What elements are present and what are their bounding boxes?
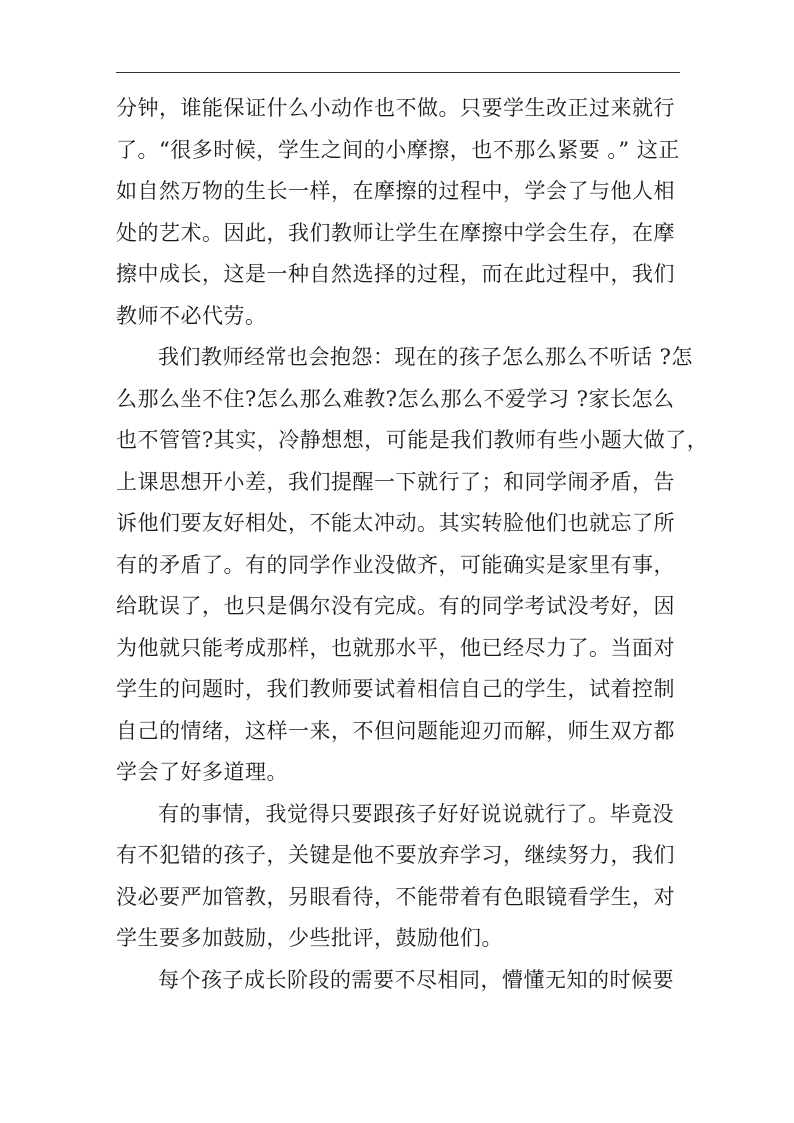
paragraph-first-line: 每个孩子成长阶段的需要不尽相同，懵懂无知的时候要 [158, 967, 674, 992]
text-line: 如自然万物的生长一样，在摩擦的过程中，学会了与他人相 [116, 179, 675, 203]
text-line: 学会了好多道理。 [116, 760, 288, 784]
text-line: 有不犯错的孩子，关键是他不要放弃学习，继续努力，我们 [116, 843, 675, 867]
text-line: 学生的问题时，我们教师要试着相信自己的学生，试着控制 [116, 677, 675, 701]
text-line: 有的矛盾了。有的同学作业没做齐，可能确实是家里有事， [116, 552, 675, 577]
text-line: 分钟，谁能保证什么小动作也不做。只要学生改正过来就行 [116, 96, 675, 120]
text-line: 教师不必代劳。 [116, 303, 267, 328]
text-line: 自己的情绪，这样一来，不但问题能迎刃而解，师生双方都 [116, 718, 675, 743]
document-body [116, 88, 709, 1001]
text-line: 了。“很多时候，学生之间的小摩擦，也不那么紧要 。” 这正 [116, 137, 680, 162]
text-line: 诉他们要友好相处，不能太冲动。其实转脸他们也就忘了所 [116, 511, 675, 535]
text-line: 处的艺术。因此，我们教师让学生在摩擦中学会生存，在摩 [116, 220, 675, 245]
header-rule [116, 72, 680, 73]
text-line: 学生要多加鼓励，少些批评，鼓励他们。 [116, 926, 503, 950]
text-line: 给耽误了，也只是偶尔没有完成。有的同学考试没考好，因 [116, 594, 675, 618]
text-line: 上课思想开小差，我们提醒一下就行了；和同学闹矛盾，告 [116, 469, 675, 494]
text-line: 么那么坐不住?怎么那么难教?怎么那么不爱学习 ?家长怎么 [116, 386, 675, 411]
paragraph-first-line: 有的事情，我觉得只要跟孩子好好说说就行了。毕竟没 [158, 801, 674, 826]
text-line: 没必要严加管教，另眼看待，不能带着有色眼镜看学生，对 [116, 884, 675, 909]
text-line: 为他就只能考成那样，也就那水平，他已经尽力了。当面对 [116, 635, 675, 660]
text-line: 也不管管?其实，冷静想想，可能是我们教师有些小题大做了， [116, 428, 709, 452]
paragraph-first-line: 我们教师经常也会抱怨：现在的孩子怎么那么不听话 ?怎 [158, 345, 693, 369]
text-line: 擦中成长，这是一种自然选择的过程，而在此过程中，我们 [116, 262, 675, 286]
